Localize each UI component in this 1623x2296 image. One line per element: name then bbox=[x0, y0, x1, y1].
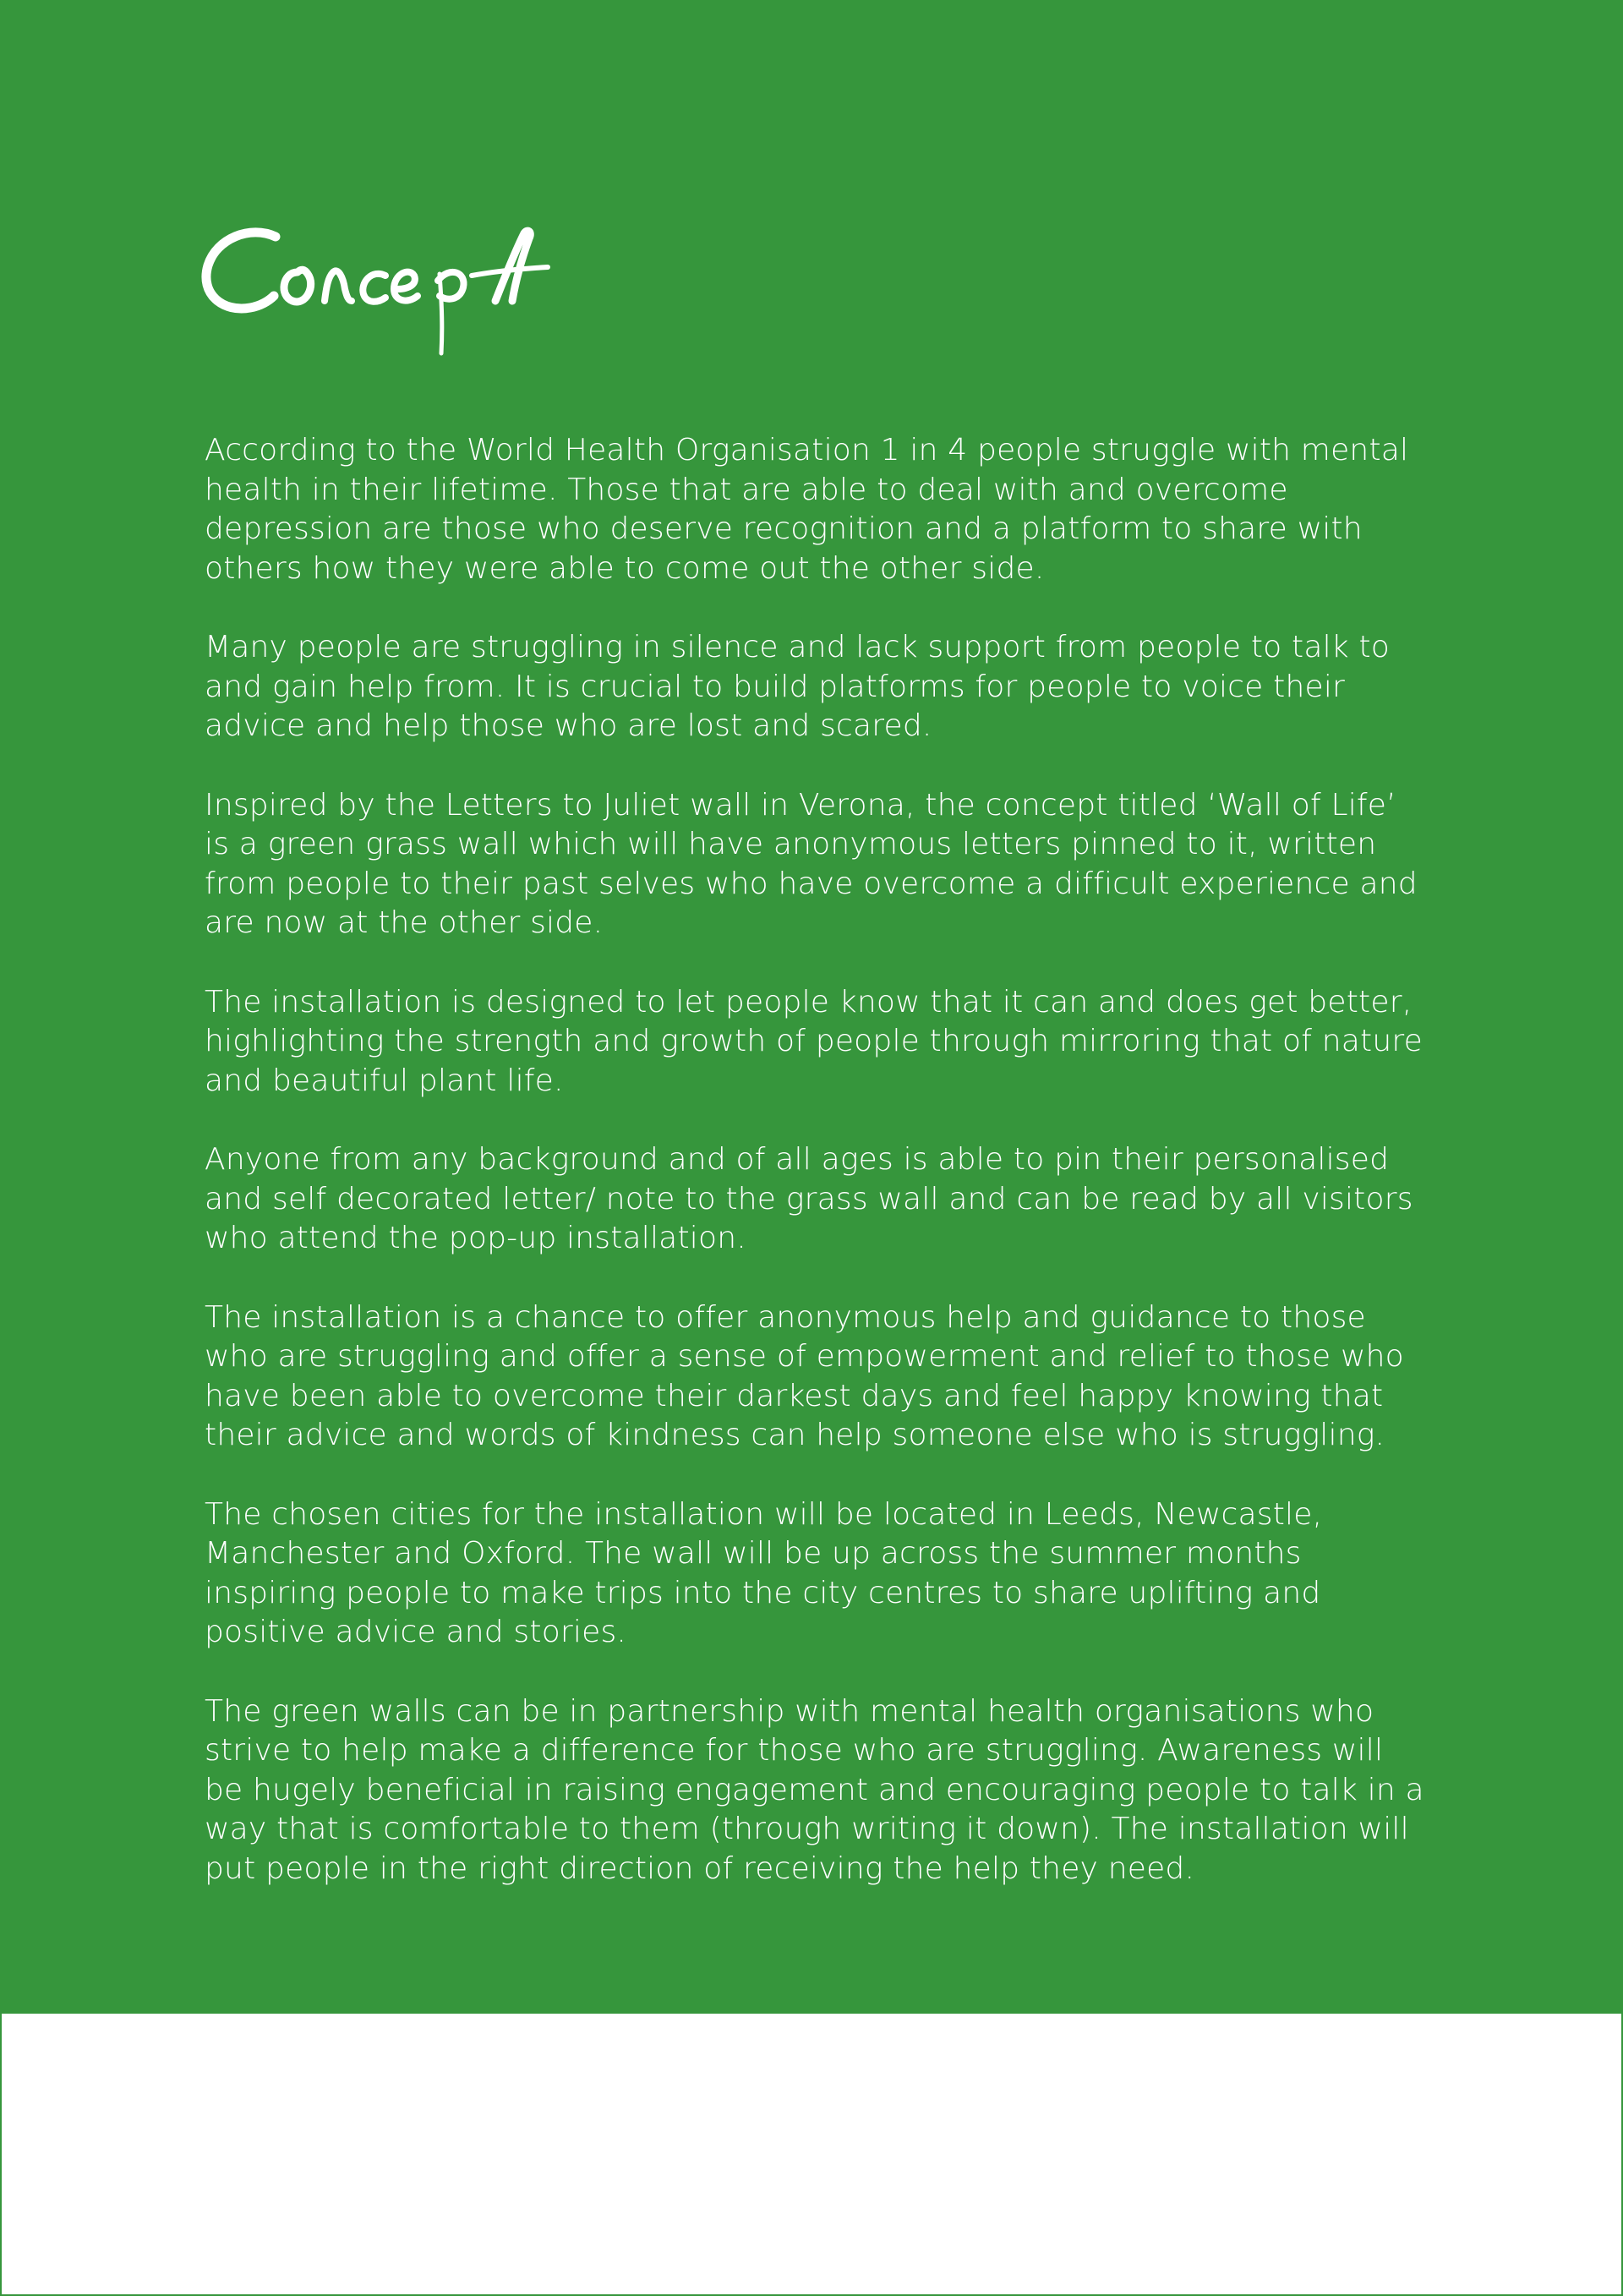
page-title bbox=[198, 213, 637, 357]
paragraph-3: Inspired by the Letters to Juliet wall in Verona, the concept titled ‘Wall of Life’ is a green grass wall which will have anonymous letters pinned to it, written from people to their past selves who have overcome a difficult experience and are now at the other side. bbox=[205, 787, 1418, 940]
concept-body-text bbox=[205, 431, 1430, 1928]
paragraph-2: Many people are struggling in silence and lack support from people to talk to and gain help from. It is crucial to build platforms for people to voice their advice and help those who are lost and scared. bbox=[205, 630, 1391, 743]
paragraph-8: The green walls can be in partnership with mental health organisations who strive to help make a difference for those who are struggling. Awareness will be hugely beneficial in raising engagement and encouraging people to talk in a way that is comfortable to them (through writing it down). The installation will put people in the right direction of receiving the help they need. bbox=[205, 1693, 1424, 1886]
paragraph-5: Anyone from any background and of all ages is able to pin their personalised and self decorated letter/ note to the grass wall and can be read by all visitors who attend the pop-up installation. bbox=[205, 1142, 1413, 1255]
paragraph-7: The chosen cities for the installation will be located in Leeds, Newcastle, Manchester and Oxford. The wall will be up across the summer months inspiring people to make trips into the city centres to share uplifting and positive advice and stories. bbox=[205, 1496, 1323, 1649]
paragraph-4: The installation is designed to let people know that it can and does get better, highlighting the strength and growth of people through mirroring that of nature and beautiful plant life. bbox=[205, 984, 1423, 1098]
handwritten-title-art bbox=[198, 213, 637, 357]
paragraph-1: According to the World Health Organisation 1 in 4 people struggle with mental health in their lifetime. Those that are able to deal with and overcome depression are those who deserve recognition and a platform to share with others how they were able to come out the other side. bbox=[205, 433, 1409, 586]
paragraph-6: The installation is a chance to offer anonymous help and guidance to those who are struggling and offer a sense of empowerment and relief to those who have been able to overcome their darkest days and feel happy knowing that their advice and words of kindness can help someone else who is struggling. bbox=[205, 1299, 1404, 1452]
green-content-panel bbox=[2, 2, 1623, 2014]
